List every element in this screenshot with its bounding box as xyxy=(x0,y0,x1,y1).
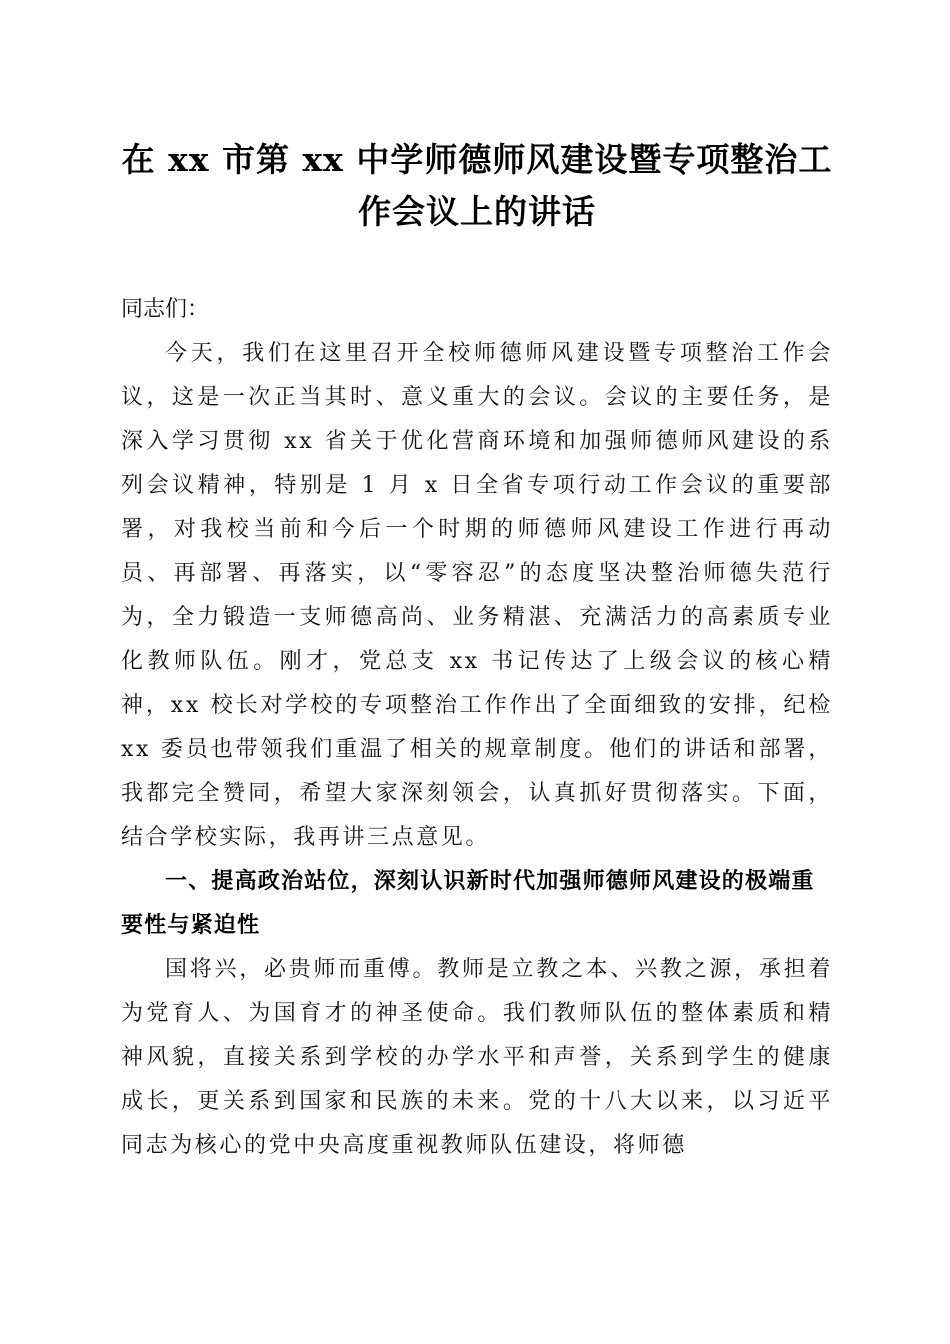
section-1-paragraph: 国将兴，必贵师而重傅。教师是立教之本、兴教之源，承担着为党育人、为国育才的神圣使命。我们教师队伍的整体素质和精神风貌，直接关系到学校的办学水平和声誉，关系到学生的健康成长，更关系到国家和民族的未来。党的十八大以来，以习近平同志为核心的党中央高度重视教师队伍建设，将师德 xyxy=(121,957,833,1158)
document-body xyxy=(121,134,833,1168)
section-heading-1: 一、提高政治站位，深刻认识新时代加强师德师风建设的极端重要性与紧迫性 xyxy=(121,869,815,938)
title-line-1: 在 xx 市第 xx 中学师德师风建设暨专项整治工 xyxy=(121,140,833,179)
document-title xyxy=(121,134,833,238)
salutation: 同志们： xyxy=(121,297,210,322)
intro-paragraph: 今天，我们在这里召开全校师德师风建设暨专项整治工作会议，这是一次正当其时、意义重大的会议。会议的主要任务，是深入学习贯彻 xx 省关于优化营商环境和加强师德师风建设的系列会议精神，特别是 1 月 x 日全省专项行动工作会议的重要部署，对我校当前和今后一个时期的师德师风建设工作进行再动员、再部署、再落实，以“零容忍”的态度坚决整治师德失范行为，全力锻造一支师德高尚、业务精湛、充满活力的高素质专业化教师队伍。刚才，党总支 xx 书记传达了上级会议的核心精神，xx 校长对学校的专项整治工作作出了全面细致的安排，纪检 xx 委员也带领我们重温了相关的规章制度。他们的讲话和部署，我都完全赞同，希望大家深刻领会，认真抓好贯彻落实。下面，结合学校实际，我再讲三点意见。 xyxy=(121,341,833,850)
title-line-2: 作会议上的讲话 xyxy=(358,192,596,231)
